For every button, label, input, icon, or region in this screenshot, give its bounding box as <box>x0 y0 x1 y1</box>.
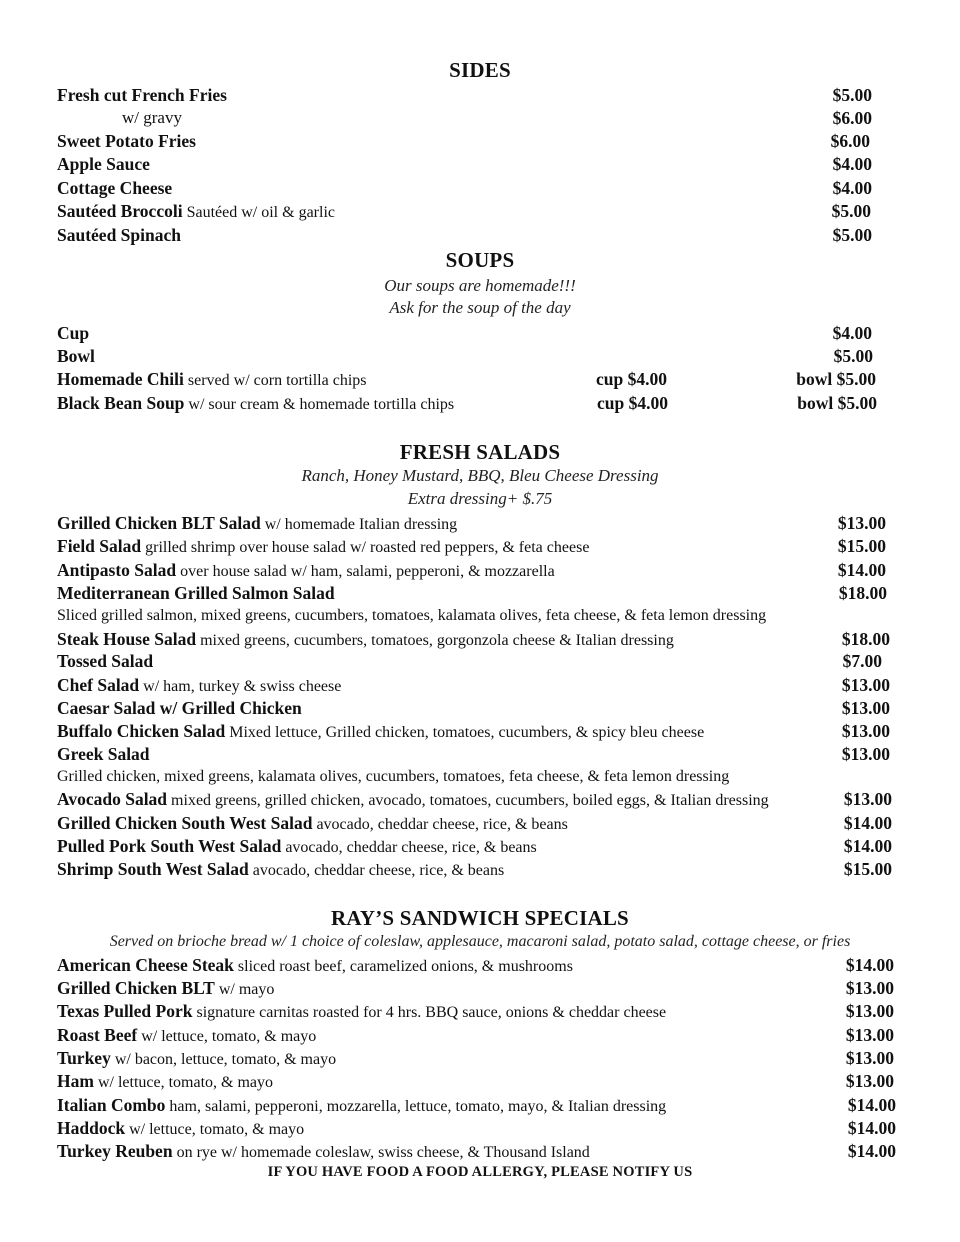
menu-item <box>57 720 704 742</box>
item-name: Turkey <box>57 1048 111 1068</box>
item-name: Mediterranean Grilled Salmon Salad <box>57 583 335 603</box>
item-desc: sliced roast beef, caramelized onions, & mushrooms <box>237 958 573 975</box>
menu-item <box>57 345 95 367</box>
item-desc: over house salad w/ ham, salami, pepperoni, & mozzarella <box>180 563 555 580</box>
item-name: Grilled Chicken South West Salad <box>57 813 313 833</box>
item-desc: Grilled chicken, mixed greens, kalamata olives, cucumbers, tomatoes, feta cheese, & feta lemon dressing <box>57 768 730 785</box>
menu-item <box>57 84 227 106</box>
menu-item <box>57 130 196 152</box>
item-name: American Cheese Steak <box>57 955 234 975</box>
item-name: Bowl <box>57 346 95 366</box>
item-name: Chef Salad <box>57 675 140 695</box>
menu-item <box>57 766 729 788</box>
menu-item <box>57 153 150 175</box>
menu-item <box>57 788 769 810</box>
menu-item <box>57 1140 590 1162</box>
item-name: Turkey Reuben <box>57 1141 173 1161</box>
item-price: $14.00 <box>843 836 892 856</box>
item-price: $14.00 <box>843 813 892 833</box>
item-desc: w/ lettuce, tomato, & mayo <box>97 1074 274 1091</box>
item-desc: Sliced grilled salmon, mixed greens, cucumbers, tomatoes, kalamata olives, feta cheese, & feta lemon dressing <box>57 607 767 624</box>
cup-price: cup $4.00 <box>596 369 667 389</box>
item-price: $14.00 <box>847 1118 896 1138</box>
cup-price: cup $4.00 <box>597 393 668 413</box>
item-name: Field Salad <box>57 536 142 556</box>
item-name: Roast Beef <box>57 1025 138 1045</box>
menu-item <box>57 812 568 834</box>
menu-item <box>57 1117 304 1139</box>
item-name: Buffalo Chicken Salad <box>57 721 226 741</box>
menu-item <box>57 1047 336 1069</box>
item-price: $15.00 <box>837 536 886 556</box>
item-price: $13.00 <box>837 513 886 533</box>
item-desc: Sautéed w/ oil & garlic <box>186 204 335 221</box>
item-desc: w/ mayo <box>218 981 275 998</box>
menu-item <box>57 1000 666 1022</box>
item-name: Shrimp South West Salad <box>57 859 249 879</box>
item-name: Homemade Chili <box>57 369 184 389</box>
item-name: Tossed Salad <box>57 651 154 671</box>
item-price: $5.00 <box>832 85 872 105</box>
menu-item <box>57 743 150 765</box>
item-price: $7.00 <box>842 651 882 671</box>
item-desc: ham, salami, pepperoni, mozzarella, lettuce, tomato, mayo, & Italian dressing <box>169 1098 667 1115</box>
item-name: Italian Combo <box>57 1095 166 1115</box>
menu-item <box>57 392 454 414</box>
item-price: $6.00 <box>832 108 872 128</box>
item-price: $5.00 <box>833 346 873 366</box>
item-price: $4.00 <box>832 178 872 198</box>
menu-item <box>57 1070 273 1092</box>
item-name: Grilled Chicken BLT Salad <box>57 513 261 533</box>
item-price: $4.00 <box>832 323 872 343</box>
item-price: $14.00 <box>837 560 886 580</box>
item-desc: avocado, cheddar cheese, rice, & beans <box>285 839 537 856</box>
item-desc: w/ lettuce, tomato, & mayo <box>129 1121 305 1138</box>
item-name: Caesar Salad w/ Grilled Chicken <box>57 698 302 718</box>
item-name: Pulled Pork South West Salad <box>57 836 282 856</box>
item-price: $15.00 <box>843 859 892 879</box>
bowl-price: bowl $5.00 <box>796 369 876 389</box>
menu-item <box>57 512 457 534</box>
item-price: $13.00 <box>841 675 890 695</box>
menu-item <box>57 200 335 222</box>
item-desc: avocado, cheddar cheese, rice, & beans <box>252 862 505 879</box>
item-name: Sautéed Broccoli <box>57 201 183 221</box>
item-price: $18.00 <box>838 583 887 603</box>
item-desc: served w/ corn tortilla chips <box>187 372 367 389</box>
sandwiches-note: Served on brioche bread w/ 1 choice of coleslaw, applesauce, macaroni salad, potato salad, cottage cheese, or fries <box>109 933 851 950</box>
item-name: Antipasto Salad <box>57 560 177 580</box>
item-desc: w/ lettuce, tomato, & mayo <box>141 1028 317 1045</box>
menu-item <box>57 858 504 880</box>
item-desc: mixed greens, grilled chicken, avocado, tomatoes, cucumbers, boiled eggs, & Italian dressing <box>171 792 769 809</box>
soups-note: Ask for the soup of the day <box>389 298 571 317</box>
sandwiches-heading: RAY’S SANDWICH SPECIALS <box>331 906 629 930</box>
item-name: Black Bean Soup <box>57 393 185 413</box>
soups-note: Our soups are homemade!!! <box>384 276 576 295</box>
item-price: $6.00 <box>830 131 870 151</box>
item-name: Texas Pulled Pork <box>57 1001 193 1021</box>
item-desc: on rye w/ homemade coleslaw, swiss cheese, & Thousand Island <box>176 1144 590 1161</box>
allergy-notice: IF YOU HAVE FOOD A FOOD ALLERGY, PLEASE NOTIFY US <box>267 1164 693 1180</box>
item-price: $13.00 <box>841 721 890 741</box>
item-name: Cup <box>57 323 90 343</box>
item-desc: grilled shrimp over house salad w/ roasted red peppers, & feta cheese <box>145 539 590 556</box>
item-name: Steak House Salad <box>57 629 197 649</box>
menu-item <box>57 582 335 604</box>
menu-item <box>57 535 589 557</box>
menu-item <box>57 1024 316 1046</box>
item-name: Sautéed Spinach <box>57 225 181 245</box>
salads-heading: FRESH SALADS <box>399 440 561 464</box>
item-name: Ham <box>57 1071 94 1091</box>
item-name: Haddock <box>57 1118 126 1138</box>
item-price: $5.00 <box>832 225 872 245</box>
item-desc: w/ gravy <box>122 108 182 127</box>
item-price: $18.00 <box>841 629 890 649</box>
item-price: $14.00 <box>847 1095 896 1115</box>
item-name: Fresh cut French Fries <box>57 85 227 105</box>
menu-item <box>57 977 274 999</box>
item-name: Grilled Chicken BLT <box>57 978 215 998</box>
menu-item <box>57 697 302 719</box>
item-price: $13.00 <box>843 789 892 809</box>
item-price: $14.00 <box>845 955 894 975</box>
item-desc: w/ sour cream & homemade tortilla chips <box>188 396 455 413</box>
menu-item <box>57 954 573 976</box>
menu-item <box>57 835 537 857</box>
menu-item <box>57 224 181 246</box>
menu-item <box>57 628 674 650</box>
item-name: Greek Salad <box>57 744 150 764</box>
menu-item <box>57 605 766 627</box>
item-desc: w/ ham, turkey & swiss cheese <box>143 678 342 695</box>
bowl-price: bowl $5.00 <box>797 393 877 413</box>
item-desc: mixed greens, cucumbers, tomatoes, gorgonzola cheese & Italian dressing <box>200 632 674 649</box>
menu-item <box>57 368 367 390</box>
item-name: Apple Sauce <box>57 154 150 174</box>
soups-heading: SOUPS <box>445 248 515 272</box>
item-desc: avocado, cheddar cheese, rice, & beans <box>316 816 568 833</box>
item-desc: signature carnitas roasted for 4 hrs. BBQ sauce, onions & cheddar cheese <box>196 1004 667 1021</box>
salads-note: Ranch, Honey Mustard, BBQ, Bleu Cheese Dressing <box>301 466 659 485</box>
item-name: Avocado Salad <box>57 789 168 809</box>
item-desc: w/ bacon, lettuce, tomato, & mayo <box>114 1051 337 1068</box>
item-price: $14.00 <box>847 1141 896 1161</box>
salads-note: Extra dressing+ $.75 <box>407 489 553 508</box>
item-desc: w/ homemade Italian dressing <box>264 516 458 533</box>
item-price: $13.00 <box>845 1025 894 1045</box>
item-price: $13.00 <box>845 1071 894 1091</box>
item-price: $13.00 <box>845 1048 894 1068</box>
item-price: $13.00 <box>841 698 890 718</box>
item-price: $13.00 <box>845 1001 894 1021</box>
menu-item <box>57 177 172 199</box>
item-name: Sweet Potato Fries <box>57 131 196 151</box>
item-price: $5.00 <box>831 201 871 221</box>
menu-item <box>57 674 341 696</box>
menu-item <box>57 107 182 129</box>
item-price: $13.00 <box>841 744 890 764</box>
item-desc: Mixed lettuce, Grilled chicken, tomatoes, cucumbers, & spicy bleu cheese <box>229 724 705 741</box>
menu-item <box>57 559 555 581</box>
item-name: Cottage Cheese <box>57 178 173 198</box>
sides-heading: SIDES <box>449 58 511 82</box>
item-price: $4.00 <box>832 154 872 174</box>
menu-item <box>57 1094 666 1116</box>
menu-item <box>57 322 89 344</box>
item-price: $13.00 <box>845 978 894 998</box>
menu-item <box>57 650 153 672</box>
